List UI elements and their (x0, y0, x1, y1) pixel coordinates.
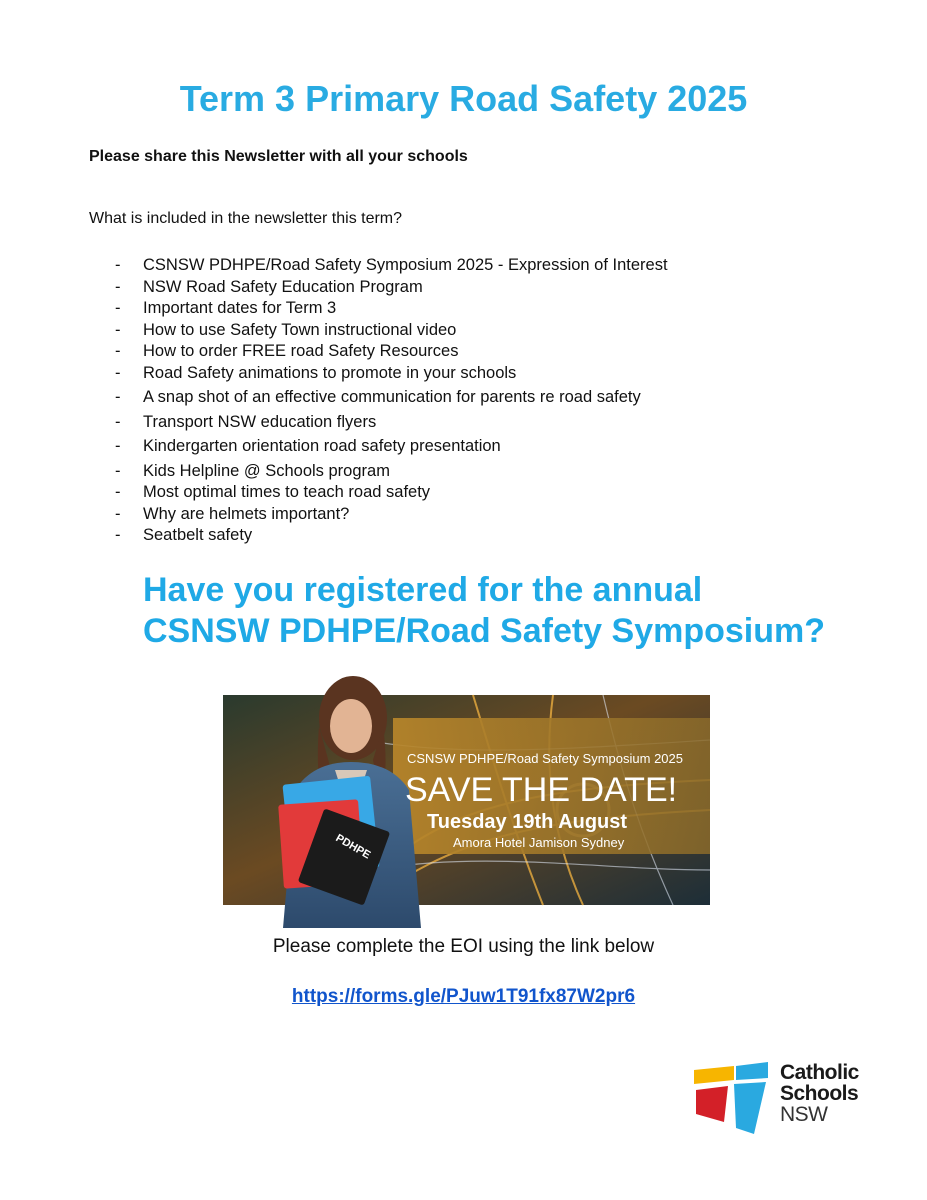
list-item: - Kindergarten orientation road safety presentation (115, 436, 668, 458)
contents-list (115, 255, 668, 547)
list-item: - How to use Safety Town instructional video (115, 320, 668, 342)
catholic-schools-nsw-logo (694, 1062, 884, 1134)
eoi-link[interactable]: https://forms.gle/PJuw1T91fx87W2pr6 (291, 986, 636, 1007)
logo-line1: Catholic (780, 1061, 859, 1084)
banner-date: Tuesday 19th August (427, 811, 628, 833)
list-item: - How to order FREE road Safety Resources (115, 341, 668, 363)
intro-question: What is included in the newsletter this term? (89, 210, 403, 227)
banner-venue: Amora Hotel Jamison Sydney (453, 835, 625, 850)
list-item: - A snap shot of an effective communication for parents re road safety (115, 387, 668, 409)
cross-logo-icon (694, 1062, 770, 1134)
list-item: - Important dates for Term 3 (115, 298, 668, 320)
banner-save-the-date: SAVE THE DATE! (405, 771, 678, 809)
page-title: Term 3 Primary Road Safety 2025 (179, 78, 748, 119)
eoi-instruction: Please complete the EOI using the link below (272, 936, 655, 957)
list-item: - CSNSW PDHPE/Road Safety Symposium 2025 - Expression of Interest (115, 255, 668, 277)
save-the-date-banner (223, 670, 710, 928)
logo-line3: NSW (780, 1103, 828, 1126)
list-item: - Transport NSW education flyers (115, 412, 668, 434)
share-note: Please share this Newsletter with all your schools (89, 148, 468, 165)
symposium-heading-line1: Have you registered for the annual (143, 571, 703, 609)
symposium-heading-line2: CSNSW PDHPE/Road Safety Symposium? (143, 612, 826, 650)
book-label: PDHPE (333, 832, 373, 862)
list-item: - Seatbelt safety (115, 525, 668, 547)
list-item: - Kids Helpline @ Schools program (115, 461, 668, 483)
list-item: - Why are helmets important? (115, 504, 668, 526)
symposium-heading (143, 570, 825, 652)
list-item: - NSW Road Safety Education Program (115, 277, 668, 299)
logo-line2: Schools (780, 1082, 859, 1105)
banner-event-name: CSNSW PDHPE/Road Safety Symposium 2025 (407, 751, 683, 766)
banner-image (223, 670, 710, 928)
list-item: - Road Safety animations to promote in your schools (115, 363, 668, 385)
list-item: - Most optimal times to teach road safety (115, 482, 668, 504)
